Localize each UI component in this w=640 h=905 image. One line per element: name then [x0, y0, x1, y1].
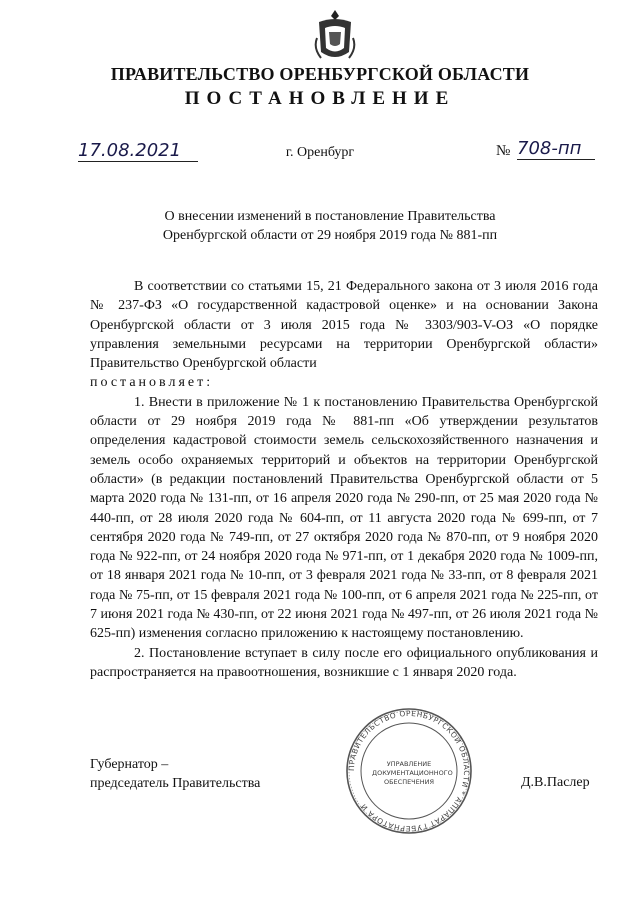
document-type-heading: ПОСТАНОВЛЕНИЕ — [184, 88, 456, 109]
number-label: № — [496, 143, 511, 159]
seal-line: ОБЕСПЕЧЕНИЯ — [383, 778, 435, 786]
document-subject — [110, 207, 550, 245]
seal-ring-text: ПРАВИТЕЛЬСТВО ОРЕНБУРГСКОЙ ОБЛАСТИ * АППАРАТ ГУБЕРНАТОРА И — [346, 708, 472, 834]
government-title: ПРАВИТЕЛЬСТВО ОРЕНБУРГСКОЙ ОБЛАСТИ — [110, 64, 530, 84]
document-body — [90, 277, 598, 682]
signatory-title-line: председатель Правительства — [90, 776, 261, 791]
item-1-paragraph: 1. Внести в приложение № 1 к постановлению Правительства Оренбургской области от 29 ноября 2019 года № 881-пп «Об утверждении результатов определения кадастровой стоимости земель сельскохозяйственного назначения и земель особо охраняемых территорий и объектов на территории Оренбургской области» (в редакции постановлений Правительства Оренбургской области от 5 марта 2020 года № 131-пп, от 16 апреля 2020 года № 290-пп, от 25 мая 2020 года № 440-пп, от 28 июля 2020 года № 604-пп, от 11 августа 2020 года № 699-пп, от 7 сентября 2020 года № 749-пп, от 27 октября 2020 года № 870-пп, от 9 ноября 2020 года № 922-пп, от 24 ноября 2020 года № 971-пп, от 1 декабря 2020 года № 1009-пп, от 18 января 2021 года № 10-пп, от 3 февраля 2021 года № 33-пп, от 8 февраля 2021 года № 75-пп, от 15 февраля 2021 года № 100-пп, от 6 апреля 2021 года № 225-пп, от 7 июня 2021 года № 430-пп, от 22 июня 2021 года № 497-пп, от 26 июля 2021 года № 625-пп) изменения согласно приложению к настоящему постановлению. — [90, 394, 598, 642]
seal-line: ДОКУМЕНТАЦИОННОГО — [372, 769, 453, 777]
signatory-name: Д.В.Паслер — [521, 775, 590, 790]
preamble-paragraph: В соответствии со статьями 15, 21 Федерального закона от 3 июля 2016 года № 237-ФЗ «О государственной кадастровой оценке» и на основании Закона Оренбургской области от 3 июля 2015 года № 3303/903-V-ОЗ «О порядке управления земельными ресурсами на территории Оренбургской области» Правительство Оренбургской области — [90, 279, 598, 372]
seal-center-text — [372, 760, 453, 787]
decree-word: постановляет: — [90, 375, 214, 391]
subject-line: Оренбургской области от 29 ноября 2019 года № 881-пп — [162, 228, 498, 243]
document-city: г. Оренбург — [285, 145, 355, 160]
item-2-paragraph: 2. Постановление вступает в силу после его официального опубликования и распространяется на правоотношения, возникшие с 1 января 2020 года. — [90, 645, 598, 680]
signatory-title — [90, 755, 260, 793]
coat-of-arms-icon — [313, 8, 357, 66]
signatory-title-line: Губернатор – — [90, 757, 169, 772]
seal-line: УПРАВЛЕНИЕ — [386, 760, 432, 768]
document-number: 708-пп — [517, 138, 595, 160]
subject-line: О внесении изменений в постановление Правительства — [164, 209, 496, 224]
document-date: 17.08.2021 — [78, 140, 198, 162]
